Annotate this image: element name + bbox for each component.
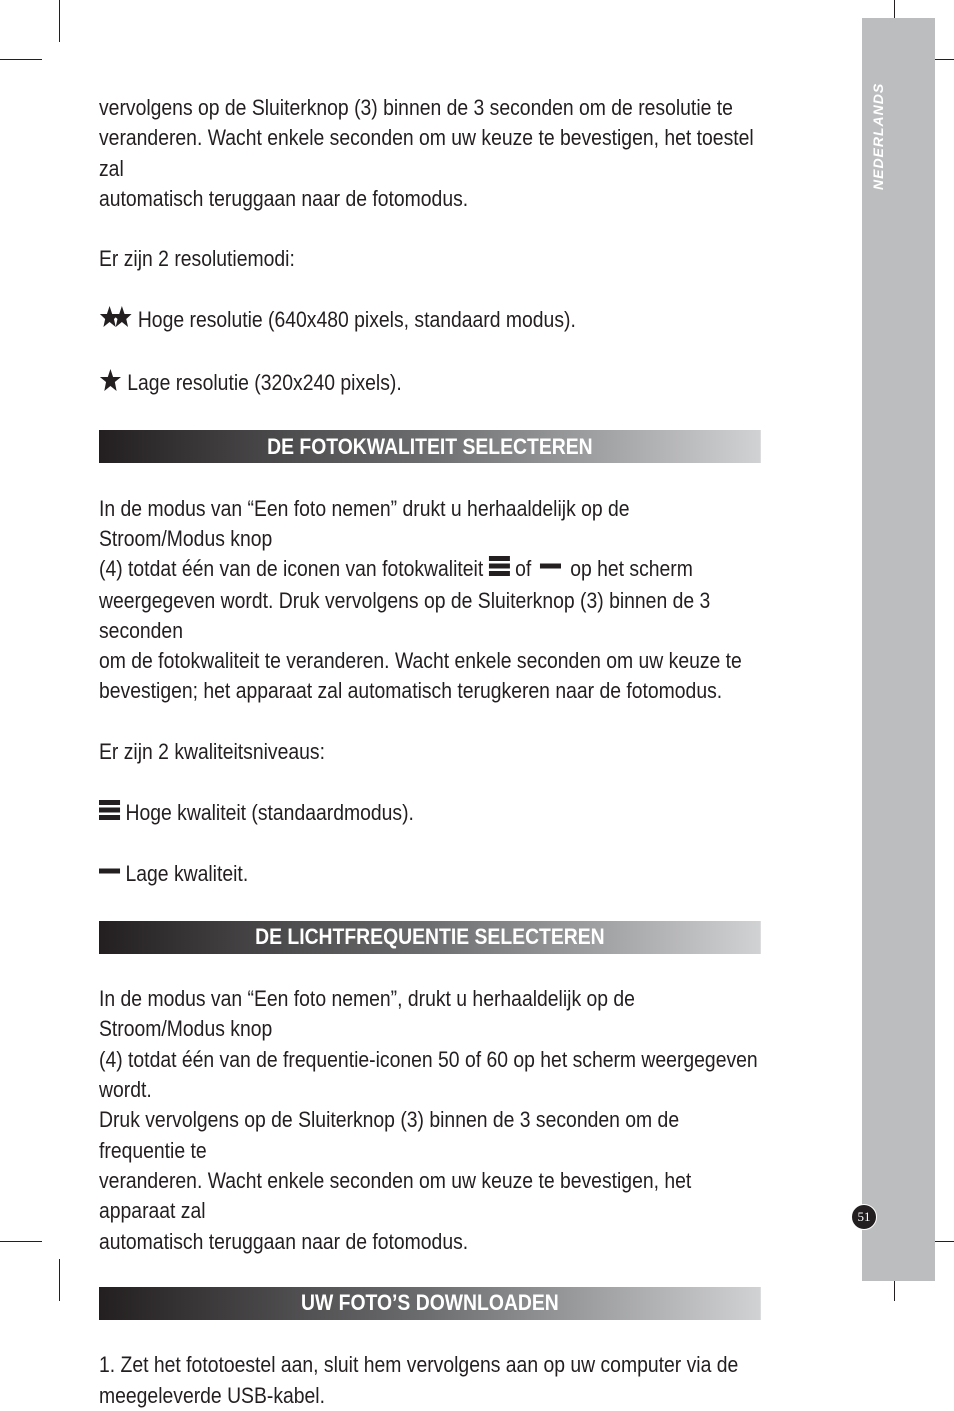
- page-number: 51: [851, 1204, 877, 1230]
- low-quality-label: Lage kwaliteit.: [125, 861, 249, 887]
- section-header-frequency: DE LICHTFREQUENTIE SELECTEREN: [99, 921, 761, 954]
- high-quality-label: Hoge kwaliteit (standaardmodus).: [125, 799, 414, 825]
- paragraph-line: In de modus van “Een foto nemen” drukt u herhaaldelijk op de Stroom/Modus knop: [99, 495, 630, 551]
- section-header-quality: DE FOTOKWALITEIT SELECTEREN: [99, 430, 761, 463]
- crop-mark: [0, 1241, 42, 1242]
- paragraph-text: of: [515, 556, 532, 582]
- single-bar-icon: [540, 555, 561, 585]
- low-resolution-item: [99, 368, 761, 400]
- low-quality-item: [99, 859, 761, 890]
- high-quality-item: [99, 798, 761, 829]
- paragraph-line: Druk vervolgens op de Sluiterknop (3) binnen de 3 seconden om de frequentie te: [99, 1107, 680, 1163]
- language-label: NEDERLANDS: [870, 82, 886, 190]
- paragraph-line: 1. Zet het fototoestel aan, sluit hem vervolgens aan op uw computer via de: [99, 1352, 739, 1378]
- crop-mark: [59, 0, 60, 42]
- paragraph-line-with-icons: [99, 554, 761, 585]
- language-sidebar: [862, 18, 935, 1281]
- paragraph-text: (4) totdat één van de iconen van fotokwaliteit: [99, 556, 484, 582]
- paragraph-text: op het scherm: [570, 556, 693, 582]
- three-bars-icon: [99, 799, 120, 829]
- paragraph-line: vervolgens op de Sluiterknop (3) binnen de 3 seconden om de resolutie te: [99, 95, 733, 120]
- paragraph-line: weergegeven wordt. Druk vervolgens op de Sluiterknop (3) binnen de 3 seconden: [99, 587, 711, 643]
- low-resolution-label: Lage resolutie (320x240 pixels).: [127, 369, 402, 395]
- paragraph-line: om de fotokwaliteit te veranderen. Wacht enkele seconden om uw keuze te: [99, 648, 742, 674]
- paragraph-line: veranderen. Wacht enkele seconden om uw keuze te bevestigen, het apparaat zal: [99, 1167, 692, 1224]
- paragraph-line: bevestigen; het apparaat zal automatisch terugkeren naar de fotomodus.: [99, 678, 723, 704]
- quality-levels-heading: Er zijn 2 kwaliteitsniveaus:: [99, 739, 325, 765]
- section-header-download: UW FOTO’S DOWNLOADEN: [99, 1287, 761, 1320]
- paragraph-line: automatisch teruggaan naar de fotomodus.: [99, 185, 469, 211]
- crop-mark: [0, 59, 42, 60]
- paragraph-line: meegeleverde USB-kabel.: [99, 1382, 325, 1408]
- high-resolution-label: Hoge resolutie (640x480 pixels, standaard modus).: [137, 307, 576, 333]
- crop-mark: [59, 1259, 60, 1301]
- single-bar-icon: [99, 860, 120, 890]
- star-icon: [99, 368, 122, 400]
- page-content: [99, 93, 761, 1411]
- paragraph-line: automatisch teruggaan naar de fotomodus.: [99, 1228, 469, 1254]
- high-resolution-item: [99, 305, 761, 337]
- resolution-modes-heading: Er zijn 2 resolutiemodi:: [99, 246, 295, 272]
- paragraph-line: In de modus van “Een foto nemen”, drukt u herhaaldelijk op de Stroom/Modus knop: [99, 986, 635, 1042]
- paragraph-line: veranderen. Wacht enkele seconden om uw keuze te bevestigen, het toestel zal: [99, 125, 754, 181]
- paragraph-line: (4) totdat één van de frequentie-iconen 50 of 60 op het scherm weergegeven wordt.: [99, 1046, 758, 1103]
- three-bars-icon: [489, 555, 510, 585]
- double-star-icon: [99, 305, 132, 337]
